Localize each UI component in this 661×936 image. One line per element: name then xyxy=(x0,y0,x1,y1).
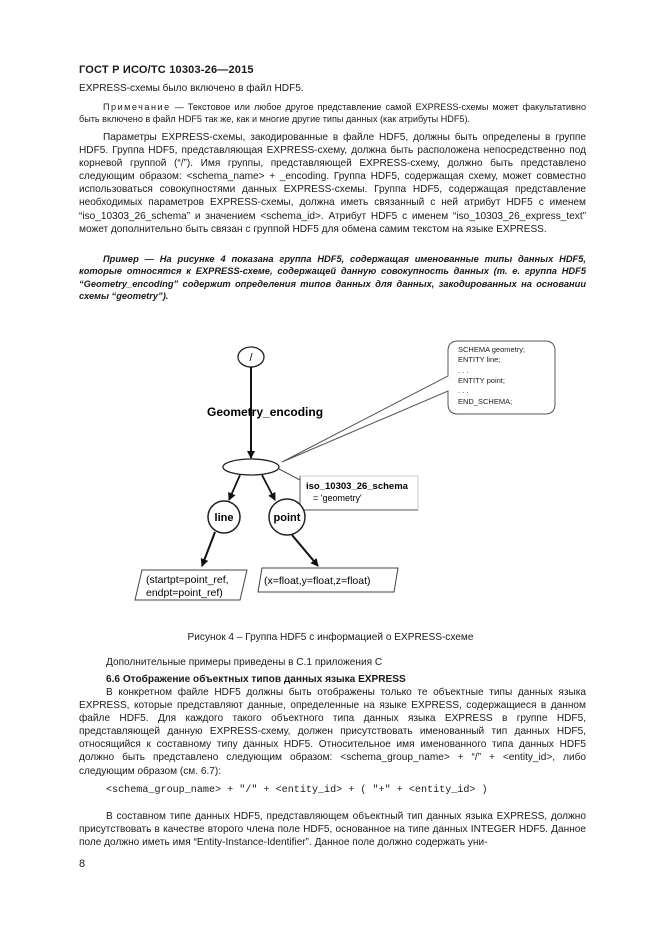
attribute-connector xyxy=(279,469,300,480)
document-header: ГОСТ Р ИСО/ТС 10303-26—2015 xyxy=(79,64,254,76)
note-text: — Текстовое или любое другое представление самой EXPRESS-схемы может факультативно быть включено в файл HDF5 так же, как и многие другие типы данных (как атрибуты HDF5). xyxy=(79,102,586,124)
schema-code-line: SCHEMA geometry; xyxy=(458,345,526,354)
schema-code-line: END_SCHEMA; xyxy=(458,397,513,406)
section-title: 6.6 Отображение объектных типов данных языка EXPRESS xyxy=(106,674,406,685)
group-to-line-arrow xyxy=(229,475,240,500)
group-node xyxy=(223,459,279,475)
paragraph-entity-mapping: В конкретном файле HDF5 должны быть отображены только те объектные типы данных языка EXPRESS, которые представляют данные, определенные на языке EXPRESS, содержащиеся в данном файле HDF5. Для каждого такого объектного типа данных языка EXPRESS в группе HDF5, представляющей данную EXPRESS-схему, должен присутствовать именованный тип данных HDF5, относящийся к составному типу данных HDF5. Относительное имя именованного типа данных HDF5 должно быть представлено следующим образом: <schema_group_name> + “/” + <entity_id>, либо следующим образом (см. 6.7): xyxy=(79,687,586,777)
line-node-label: line xyxy=(214,512,234,524)
line-fields-text: endpt=point_ref) xyxy=(146,587,223,599)
group-label: Geometry_encoding xyxy=(207,405,324,419)
schema-code-line: . . . xyxy=(458,366,469,375)
point-to-fields-arrow xyxy=(292,535,318,566)
root-label: / xyxy=(249,352,253,364)
point-fields-text: (x=float,y=float,z=float) xyxy=(264,575,371,587)
attribute-value: = 'geometry' xyxy=(313,493,362,503)
paragraph-schema-included: EXPRESS-схемы было включено в файл HDF5. xyxy=(79,83,304,94)
note-label: Примечание xyxy=(103,102,171,112)
line-fields-text: (startpt=point_ref, xyxy=(146,574,229,586)
page-number: 8 xyxy=(79,858,86,870)
attribute-name: iso_10303_26_schema xyxy=(306,481,408,492)
code-line: <schema_group_name> + "/" + <entity_id> + ( "+" + <entity_id> ) xyxy=(106,785,488,796)
line-to-fields-arrow xyxy=(202,532,215,566)
point-node-label: point xyxy=(273,512,301,524)
schema-code-line: ENTITY line; xyxy=(458,355,501,364)
paragraph-compound-type: В составном типе данных HDF5, представляющем объектный тип данных языка EXPRESS, должно присутствовать в качестве второго члена поле HDF5, основанное на типе данных INTEGER HDF5. Данное поле должно иметь имя “Entity-Instance-Identifier”. Данное поле должно содержать уни- xyxy=(79,811,586,849)
paragraph-schema-parameters: Параметры EXPRESS-схемы, закодированные в файле HDF5, должны быть определены в группе HDF5. Группа HDF5, представляющая EXPRESS-схему, должна быть расположена непосредственно под корневой группой (“/”). Имя группы, представляющей EXPRESS-схему, должно быть представлено следующим образом: <schema_name> + _encoding. Группа HDF5, содержащая схему, может совместно использоваться совокупностями данных EXPRESS-схемы. Группа HDF5, содержащая представление необходимых параметров EXPRESS-схемы, должна иметь связанный с ней атрибут HDF5 с именем “iso_10303_26_schema” и значением <schema_id>. Атрибут HDF5 с именем “iso_10303_26_express_text” может дополнительно быть связан с группой HDF5 для обмена самим текстом на языке EXPRESS. xyxy=(79,132,586,235)
schema-code-line: ENTITY point; xyxy=(458,376,505,385)
example-paragraph: Пример — На рисунке 4 показана группа HDF5, содержащая именованные типы данных HDF5, которые относятся к EXPRESS-схеме, содержащей данную совокупность данных (т. е. группа HDF5 “Geometry_encoding” содержит определения типов данных для данных, закодированных на основании схемы “geometry”). xyxy=(79,254,586,302)
paragraph-additional-examples: Дополнительные примеры приведены в С.1 приложения С xyxy=(106,657,383,668)
group-to-point-arrow xyxy=(262,475,275,500)
schema-code-line: . . . xyxy=(458,386,469,395)
figure-caption: Рисунок 4 – Группа HDF5 с информацией о EXPRESS-схеме xyxy=(187,632,474,643)
schema-callout xyxy=(282,341,555,462)
